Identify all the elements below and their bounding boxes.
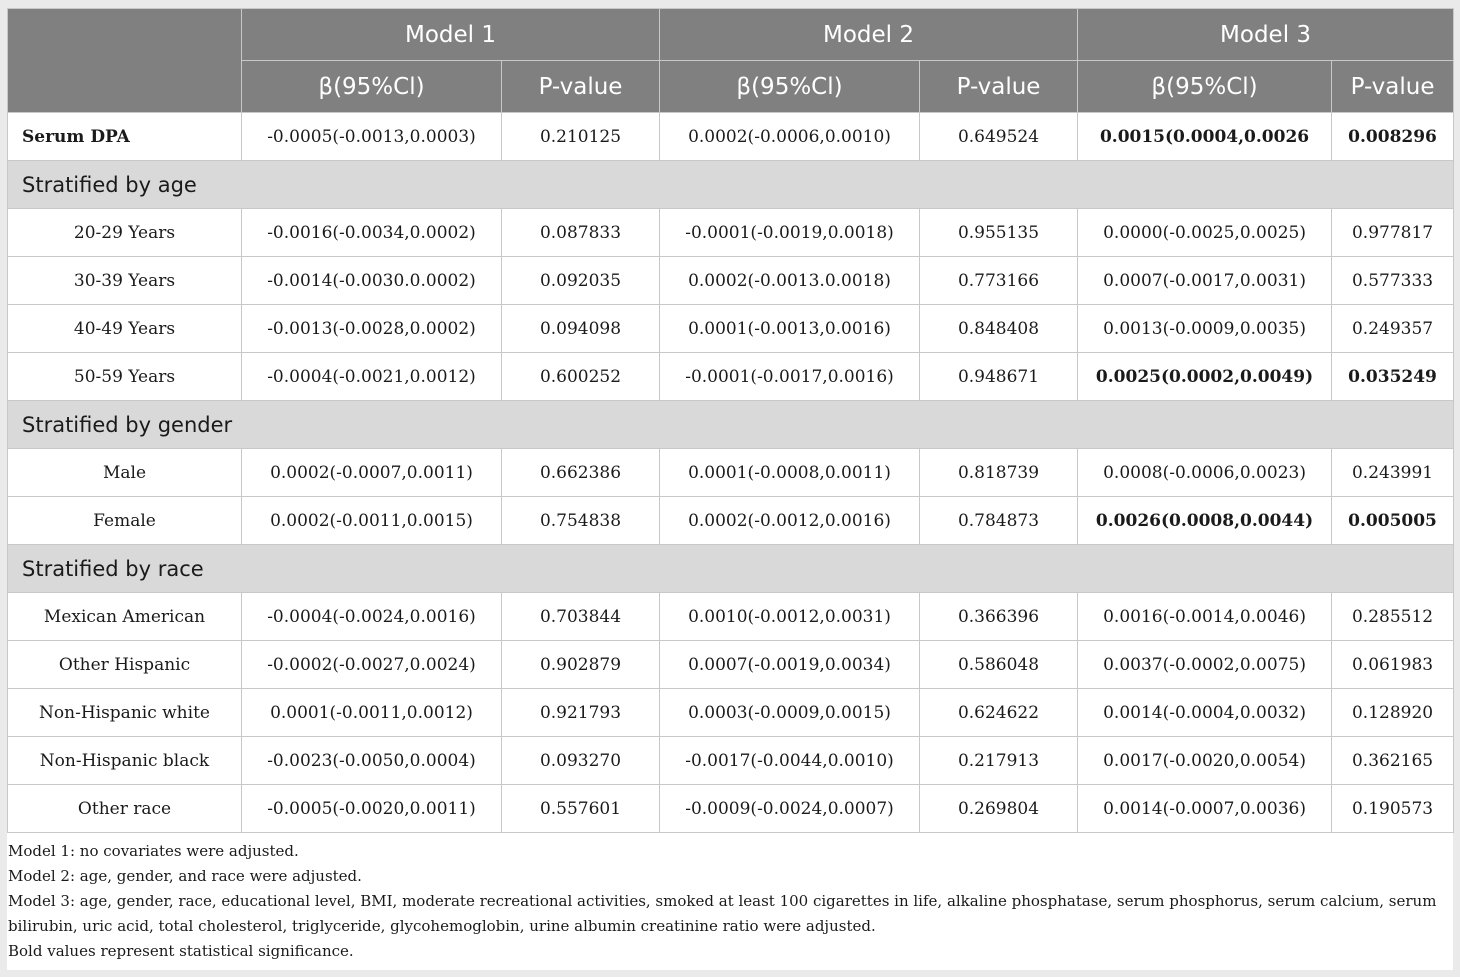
- cell-m3-p: 0.285512: [1332, 593, 1454, 641]
- table-row: [8, 257, 1454, 305]
- cell-m1-beta: -0.0004(-0.0024,0.0016): [242, 593, 502, 641]
- cell-m1-beta: 0.0002(-0.0007,0.0011): [242, 449, 502, 497]
- header-model-1: Model 1: [242, 9, 660, 61]
- cell-m2-p: 0.586048: [920, 641, 1078, 689]
- cell-m1-beta: 0.0002(-0.0011,0.0015): [242, 497, 502, 545]
- cell-m3-beta: 0.0000(-0.0025,0.0025): [1078, 209, 1332, 257]
- cell-m2-beta: 0.0010(-0.0012,0.0031): [660, 593, 920, 641]
- table-row: [8, 785, 1454, 833]
- cell-m1-p: 0.600252: [502, 353, 660, 401]
- row-label: Male: [8, 449, 242, 497]
- footnote-model-1: Model 1: no covariates were adjusted.: [8, 842, 299, 860]
- cell-m1-beta: -0.0004(-0.0021,0.0012): [242, 353, 502, 401]
- cell-m3-p: 0.128920: [1332, 689, 1454, 737]
- cell-m2-beta: 0.0001(-0.0013,0.0016): [660, 305, 920, 353]
- cell-m1-p: 0.754838: [502, 497, 660, 545]
- table-page: [7, 8, 1453, 970]
- cell-m2-p: 0.948671: [920, 353, 1078, 401]
- cell-m3-p: 0.977817: [1332, 209, 1454, 257]
- table-row: [8, 689, 1454, 737]
- table-row-serum-dpa: [8, 113, 1454, 161]
- table-row: [8, 641, 1454, 689]
- cell-m2-beta: 0.0003(-0.0009,0.0015): [660, 689, 920, 737]
- header-beta-model-2: β(95%Cl): [660, 61, 920, 113]
- cell-m1-beta: -0.0023(-0.0050,0.0004): [242, 737, 502, 785]
- row-label: Non-Hispanic black: [8, 737, 242, 785]
- cell-m3-p: 0.061983: [1332, 641, 1454, 689]
- row-label: Serum DPA: [8, 113, 242, 161]
- cell-m2-p: 0.784873: [920, 497, 1078, 545]
- cell-m2-p: 0.269804: [920, 785, 1078, 833]
- table-row: [8, 737, 1454, 785]
- cell-m3-p: 0.005005: [1332, 497, 1454, 545]
- section-row-age: [8, 161, 1454, 209]
- cell-m3-beta: 0.0014(-0.0004,0.0032): [1078, 689, 1332, 737]
- cell-m2-p: 0.366396: [920, 593, 1078, 641]
- header-beta-model-3: β(95%Cl): [1078, 61, 1332, 113]
- cell-m1-p: 0.210125: [502, 113, 660, 161]
- header-model-3: Model 3: [1078, 9, 1454, 61]
- cell-m2-p: 0.624622: [920, 689, 1078, 737]
- table-footnotes: [7, 833, 1453, 964]
- cell-m1-beta: -0.0014(-0.0030.0.0002): [242, 257, 502, 305]
- header-corner-cell: [8, 9, 242, 113]
- cell-m1-beta: -0.0005(-0.0013,0.0003): [242, 113, 502, 161]
- cell-m2-beta: -0.0001(-0.0017,0.0016): [660, 353, 920, 401]
- cell-m2-beta: 0.0001(-0.0008,0.0011): [660, 449, 920, 497]
- cell-m1-beta: -0.0013(-0.0028,0.0002): [242, 305, 502, 353]
- table-row: [8, 593, 1454, 641]
- table-row: [8, 497, 1454, 545]
- row-label: Female: [8, 497, 242, 545]
- cell-m2-p: 0.955135: [920, 209, 1078, 257]
- cell-m1-beta: 0.0001(-0.0011,0.0012): [242, 689, 502, 737]
- cell-m3-beta: 0.0026(0.0008,0.0044): [1078, 497, 1332, 545]
- row-label: 40-49 Years: [8, 305, 242, 353]
- cell-m3-beta: 0.0037(-0.0002,0.0075): [1078, 641, 1332, 689]
- header-beta-model-1: β(95%Cl): [242, 61, 502, 113]
- row-label: 30-39 Years: [8, 257, 242, 305]
- results-table: [7, 8, 1454, 833]
- section-title: Stratified by gender: [8, 401, 1454, 449]
- cell-m1-p: 0.662386: [502, 449, 660, 497]
- cell-m1-p: 0.093270: [502, 737, 660, 785]
- row-label: Other Hispanic: [8, 641, 242, 689]
- cell-m3-p: 0.008296: [1332, 113, 1454, 161]
- cell-m1-beta: -0.0005(-0.0020,0.0011): [242, 785, 502, 833]
- cell-m3-p: 0.190573: [1332, 785, 1454, 833]
- cell-m1-p: 0.902879: [502, 641, 660, 689]
- cell-m3-p: 0.243991: [1332, 449, 1454, 497]
- cell-m2-p: 0.217913: [920, 737, 1078, 785]
- section-row-gender: [8, 401, 1454, 449]
- cell-m1-p: 0.703844: [502, 593, 660, 641]
- cell-m1-p: 0.092035: [502, 257, 660, 305]
- cell-m3-beta: 0.0013(-0.0009,0.0035): [1078, 305, 1332, 353]
- table-row: [8, 305, 1454, 353]
- row-label: Mexican American: [8, 593, 242, 641]
- cell-m3-beta: 0.0017(-0.0020,0.0054): [1078, 737, 1332, 785]
- cell-m2-p: 0.818739: [920, 449, 1078, 497]
- table-body: [8, 113, 1454, 833]
- cell-m1-p: 0.557601: [502, 785, 660, 833]
- section-title: Stratified by race: [8, 545, 1454, 593]
- section-row-race: [8, 545, 1454, 593]
- row-label: Other race: [8, 785, 242, 833]
- row-label: Non-Hispanic white: [8, 689, 242, 737]
- cell-m1-beta: -0.0016(-0.0034,0.0002): [242, 209, 502, 257]
- cell-m3-p: 0.362165: [1332, 737, 1454, 785]
- cell-m2-beta: 0.0002(-0.0012,0.0016): [660, 497, 920, 545]
- table-row: [8, 353, 1454, 401]
- cell-m2-p: 0.649524: [920, 113, 1078, 161]
- cell-m2-p: 0.773166: [920, 257, 1078, 305]
- cell-m3-beta: 0.0014(-0.0007,0.0036): [1078, 785, 1332, 833]
- cell-m3-p: 0.577333: [1332, 257, 1454, 305]
- table-row: [8, 449, 1454, 497]
- header-p-model-1: P-value: [502, 61, 660, 113]
- header-p-model-2: P-value: [920, 61, 1078, 113]
- cell-m2-beta: -0.0009(-0.0024,0.0007): [660, 785, 920, 833]
- cell-m1-p: 0.087833: [502, 209, 660, 257]
- cell-m3-beta: 0.0007(-0.0017,0.0031): [1078, 257, 1332, 305]
- cell-m3-beta: 0.0016(-0.0014,0.0046): [1078, 593, 1332, 641]
- cell-m2-beta: 0.0007(-0.0019,0.0034): [660, 641, 920, 689]
- cell-m2-p: 0.848408: [920, 305, 1078, 353]
- footnote-bold-values: Bold values represent statistical significance.: [8, 942, 354, 960]
- header-model-2: Model 2: [660, 9, 1078, 61]
- footnote-model-3: Model 3: age, gender, race, educational level, BMI, moderate recreational activities, smoked at least 100 cigarettes in life, alkaline phosphatase, serum phosphorus, serum calcium, serum bilirubin, uric acid, total cholesterol, triglyceride, glycohemoglobin, urine albumin creatinine ratio were adjusted.: [8, 892, 1437, 935]
- header-p-model-3: P-value: [1332, 61, 1454, 113]
- cell-m3-p: 0.249357: [1332, 305, 1454, 353]
- cell-m3-beta: 0.0025(0.0002,0.0049): [1078, 353, 1332, 401]
- table-row: [8, 209, 1454, 257]
- cell-m2-beta: -0.0001(-0.0019,0.0018): [660, 209, 920, 257]
- cell-m3-beta: 0.0015(0.0004,0.0026: [1078, 113, 1332, 161]
- cell-m1-beta: -0.0002(-0.0027,0.0024): [242, 641, 502, 689]
- row-label: 50-59 Years: [8, 353, 242, 401]
- table-header: [8, 9, 1454, 113]
- footnote-model-2: Model 2: age, gender, and race were adjusted.: [8, 867, 362, 885]
- cell-m2-beta: 0.0002(-0.0013.0.0018): [660, 257, 920, 305]
- cell-m2-beta: -0.0017(-0.0044,0.0010): [660, 737, 920, 785]
- cell-m1-p: 0.921793: [502, 689, 660, 737]
- cell-m2-beta: 0.0002(-0.0006,0.0010): [660, 113, 920, 161]
- cell-m3-beta: 0.0008(-0.0006,0.0023): [1078, 449, 1332, 497]
- cell-m1-p: 0.094098: [502, 305, 660, 353]
- section-title: Stratified by age: [8, 161, 1454, 209]
- cell-m3-p: 0.035249: [1332, 353, 1454, 401]
- row-label: 20-29 Years: [8, 209, 242, 257]
